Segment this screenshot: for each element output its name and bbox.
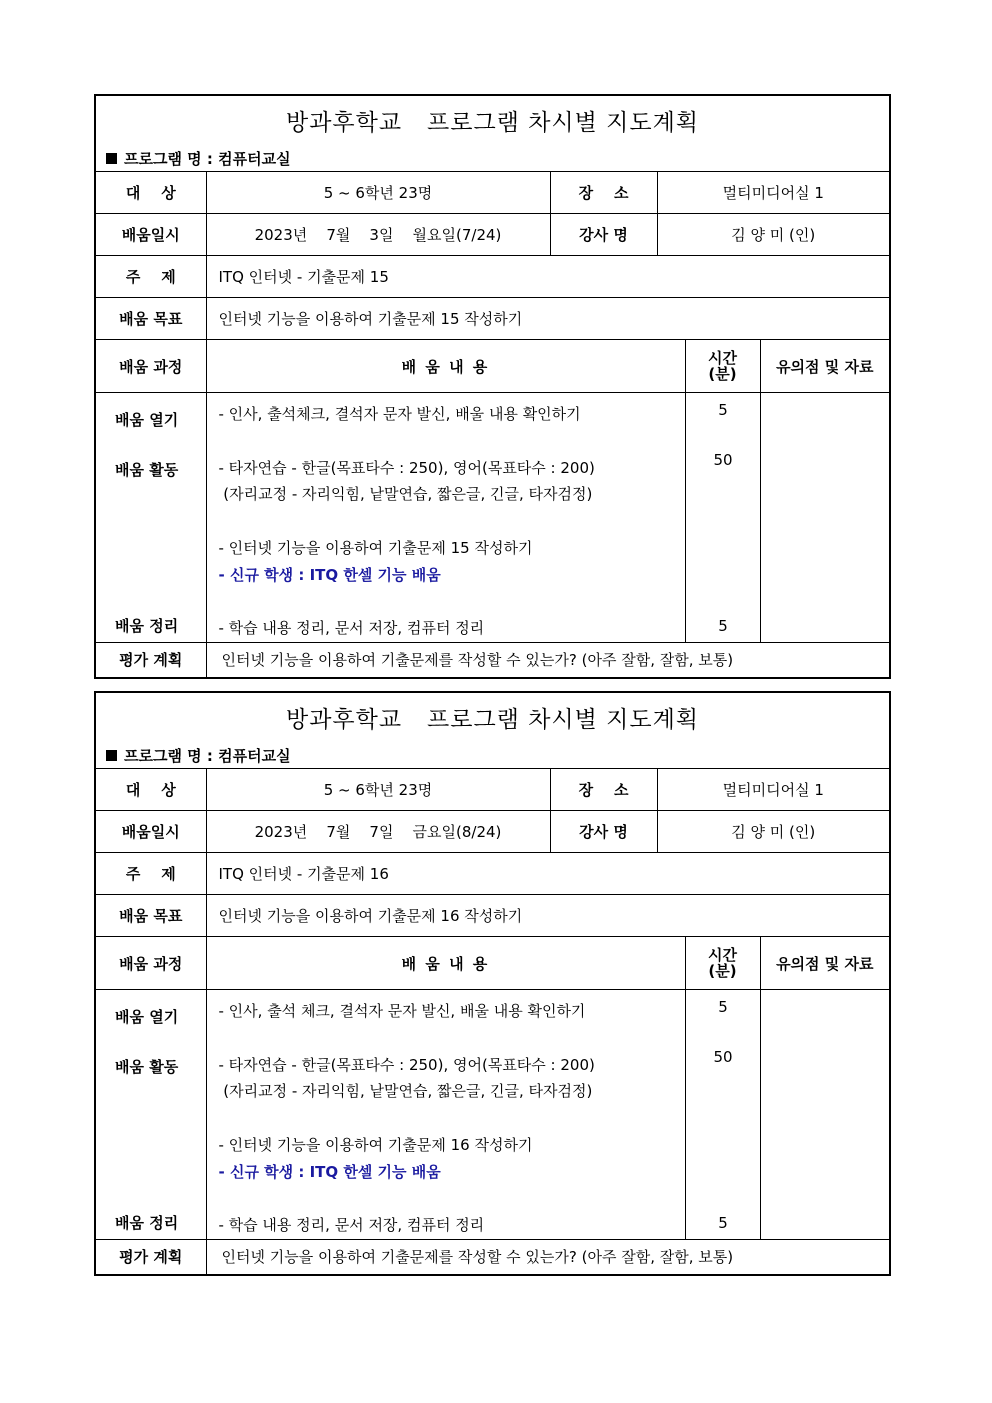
content-cell	[206, 990, 685, 1240]
lesson-plan-table	[94, 691, 891, 1276]
content-close: - 학습 내용 정리, 문서 저장, 컴퓨터 정리	[218, 619, 485, 637]
content-open: - 인사, 출석체크, 결석자 문자 발신, 배울 내용 확인하기	[218, 405, 581, 423]
content-activity-3: - 인터넷 기능을 이용하여 기출문제 15 작성하기	[218, 539, 533, 557]
process-header: 배움 과정	[95, 937, 206, 990]
page-title: 방과후학교 프로그램 차시별 지도계획	[285, 707, 700, 733]
content-activity-3: - 인터넷 기능을 이용하여 기출문제 16 작성하기	[218, 1136, 533, 1154]
date-label: 배움일시	[95, 811, 206, 853]
stage-activity: 배움 활동	[115, 461, 179, 479]
notes-header: 유의점 및 자료	[760, 340, 890, 393]
content-open: - 인사, 출석 체크, 결석자 문자 발신, 배울 내용 확인하기	[218, 1002, 586, 1020]
goal-value: 인터넷 기능을 이용하여 기출문제 16 작성하기	[206, 895, 890, 937]
title-cell	[95, 95, 890, 172]
subject-value: ITQ 인터넷 - 기출문제 16	[206, 853, 890, 895]
teacher-value: 김 양 미 (인)	[657, 214, 890, 256]
date-value: 2023년 7월 7일 금요일(8/24)	[206, 811, 550, 853]
process-header: 배움 과정	[95, 340, 206, 393]
content-header: 배 움 내 용	[206, 937, 685, 990]
place-value: 멀티미디어실 1	[657, 769, 890, 811]
stage-close: 배움 정리	[115, 1214, 179, 1232]
square-bullet-icon	[106, 153, 117, 164]
title-cell	[95, 692, 890, 769]
time-header-line1: 시간	[708, 349, 737, 367]
notes-header: 유의점 및 자료	[760, 937, 890, 990]
subject-label: 주 제	[95, 853, 206, 895]
square-bullet-icon	[106, 750, 117, 761]
place-value: 멀티미디어실 1	[657, 172, 890, 214]
teacher-label: 강사 명	[550, 214, 657, 256]
program-name-text: 프로그램 명 : 컴퓨터교실	[124, 747, 291, 765]
program-name	[106, 148, 291, 169]
eval-value: 인터넷 기능을 이용하여 기출문제를 작성할 수 있는가? (아주 잘함, 잘함, 보통)	[206, 643, 890, 678]
eval-value: 인터넷 기능을 이용하여 기출문제를 작성할 수 있는가? (아주 잘함, 잘함, 보통)	[206, 1240, 890, 1275]
time-header-line2: (분)	[708, 962, 737, 980]
stages-cell	[95, 990, 206, 1240]
stage-close: 배움 정리	[115, 617, 179, 635]
lesson-plan-table	[94, 94, 891, 679]
notes-cell	[760, 393, 890, 643]
eval-label: 평가 계획	[95, 643, 206, 678]
target-value: 5 ~ 6학년 23명	[206, 769, 550, 811]
target-label: 대 상	[95, 172, 206, 214]
time-activity: 50	[713, 451, 733, 469]
time-open: 5	[718, 401, 728, 419]
time-cell	[685, 393, 760, 643]
place-label: 장 소	[550, 769, 657, 811]
time-header-line2: (분)	[708, 365, 737, 383]
goal-label: 배움 목표	[95, 895, 206, 937]
time-cell	[685, 990, 760, 1240]
time-close: 5	[718, 617, 728, 635]
place-label: 장 소	[550, 172, 657, 214]
stage-open: 배움 열기	[115, 1008, 179, 1026]
time-header	[685, 340, 760, 393]
eval-label: 평가 계획	[95, 1240, 206, 1275]
stages-cell	[95, 393, 206, 643]
goal-label: 배움 목표	[95, 298, 206, 340]
subject-value: ITQ 인터넷 - 기출문제 15	[206, 256, 890, 298]
content-cell	[206, 393, 685, 643]
time-close: 5	[718, 1214, 728, 1232]
target-label: 대 상	[95, 769, 206, 811]
date-value: 2023년 7월 3일 월요일(7/24)	[206, 214, 550, 256]
lesson-plan-1	[94, 94, 889, 679]
content-header: 배 움 내 용	[206, 340, 685, 393]
content-activity-1: - 타자연습 - 한글(목표타수 : 250), 영어(목표타수 : 200)	[218, 459, 595, 477]
time-activity: 50	[713, 1048, 733, 1066]
time-header	[685, 937, 760, 990]
notes-cell	[760, 990, 890, 1240]
subject-label: 주 제	[95, 256, 206, 298]
teacher-label: 강사 명	[550, 811, 657, 853]
program-name	[106, 745, 291, 766]
target-value: 5 ~ 6학년 23명	[206, 172, 550, 214]
lesson-plan-2	[94, 691, 889, 1276]
content-close: - 학습 내용 정리, 문서 저장, 컴퓨터 정리	[218, 1216, 485, 1234]
goal-value: 인터넷 기능을 이용하여 기출문제 15 작성하기	[206, 298, 890, 340]
stage-activity: 배움 활동	[115, 1058, 179, 1076]
time-header-line1: 시간	[708, 946, 737, 964]
content-activity-4: - 신규 학생 : ITQ 한셀 기능 배움	[218, 1163, 441, 1181]
time-open: 5	[718, 998, 728, 1016]
teacher-value: 김 양 미 (인)	[657, 811, 890, 853]
content-activity-2: (자리교정 - 자리익힘, 낱말연습, 짧은글, 긴글, 타자검정)	[218, 1082, 593, 1100]
date-label: 배움일시	[95, 214, 206, 256]
page-title: 방과후학교 프로그램 차시별 지도계획	[285, 110, 700, 136]
content-activity-2: (자리교정 - 자리익힘, 낱말연습, 짧은글, 긴글, 타자검정)	[218, 485, 593, 503]
program-name-text: 프로그램 명 : 컴퓨터교실	[124, 150, 291, 168]
content-activity-4: - 신규 학생 : ITQ 한셀 기능 배움	[218, 566, 441, 584]
stage-open: 배움 열기	[115, 411, 179, 429]
content-activity-1: - 타자연습 - 한글(목표타수 : 250), 영어(목표타수 : 200)	[218, 1056, 595, 1074]
